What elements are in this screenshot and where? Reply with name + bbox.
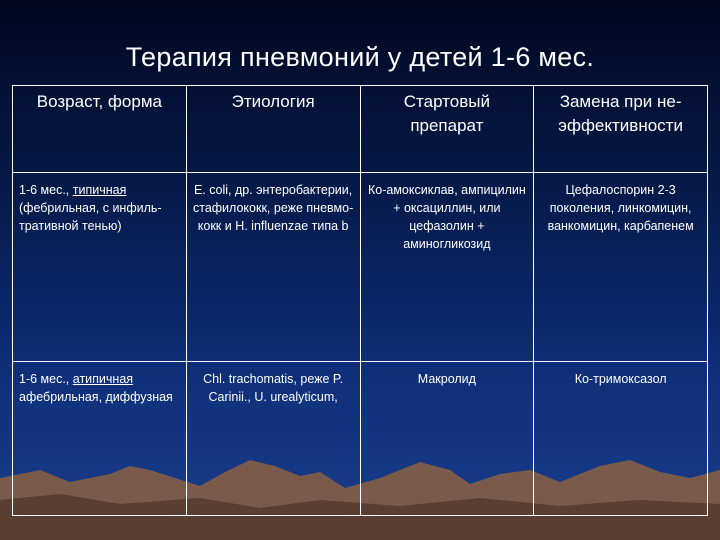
cell-replacement bbox=[534, 173, 708, 362]
replacement-text: Ко-тримоксазол bbox=[574, 372, 667, 386]
header-etiology: Этиология bbox=[186, 86, 360, 173]
start-drug-text: Макролид bbox=[417, 372, 476, 386]
etiology-text: E. coli, др. энтеробактерии, стафилококк, реже пневмо-кокк и H. influenzae типа b bbox=[192, 183, 354, 233]
cell-etiology bbox=[186, 173, 360, 362]
age-prefix: 1-6 мес., bbox=[19, 372, 73, 386]
header-replacement: Замена при не-эффективности bbox=[534, 86, 708, 173]
start-drug-text: Ко-амоксиклав, ампицилин + оксациллин, или цефазолин + аминогликозид bbox=[367, 183, 526, 251]
cell-etiology bbox=[186, 362, 360, 516]
header-age-form: Возраст, форма bbox=[13, 86, 187, 173]
cell-age-form bbox=[13, 173, 187, 362]
replacement-text: Цефалоспорин 2-3 поколения, линкомицин, ванкомицин, карбапенем bbox=[547, 183, 694, 233]
therapy-table bbox=[12, 85, 708, 516]
cell-age-form bbox=[13, 362, 187, 516]
age-form-atypical: атипичная bbox=[72, 372, 134, 386]
age-suffix: (фебрильная, с инфиль-тративной тенью) bbox=[19, 201, 162, 233]
cell-start-drug bbox=[360, 362, 534, 516]
table-row bbox=[13, 173, 708, 362]
etiology-text: Chl. trachomatis, реже P. Carinii., U. urealyticum, bbox=[203, 372, 344, 404]
age-form-typical: типичная bbox=[72, 183, 127, 197]
age-suffix: афебрильная, диффузная bbox=[19, 390, 173, 404]
table-row bbox=[13, 362, 708, 516]
header-start-drug: Стартовый препарат bbox=[360, 86, 534, 173]
cell-replacement bbox=[534, 362, 708, 516]
table-header-row bbox=[13, 86, 708, 173]
age-prefix: 1-6 мес., bbox=[19, 183, 73, 197]
cell-start-drug bbox=[360, 173, 534, 362]
slide-title: Терапия пневмоний у детей 1-6 мес. bbox=[125, 42, 595, 72]
